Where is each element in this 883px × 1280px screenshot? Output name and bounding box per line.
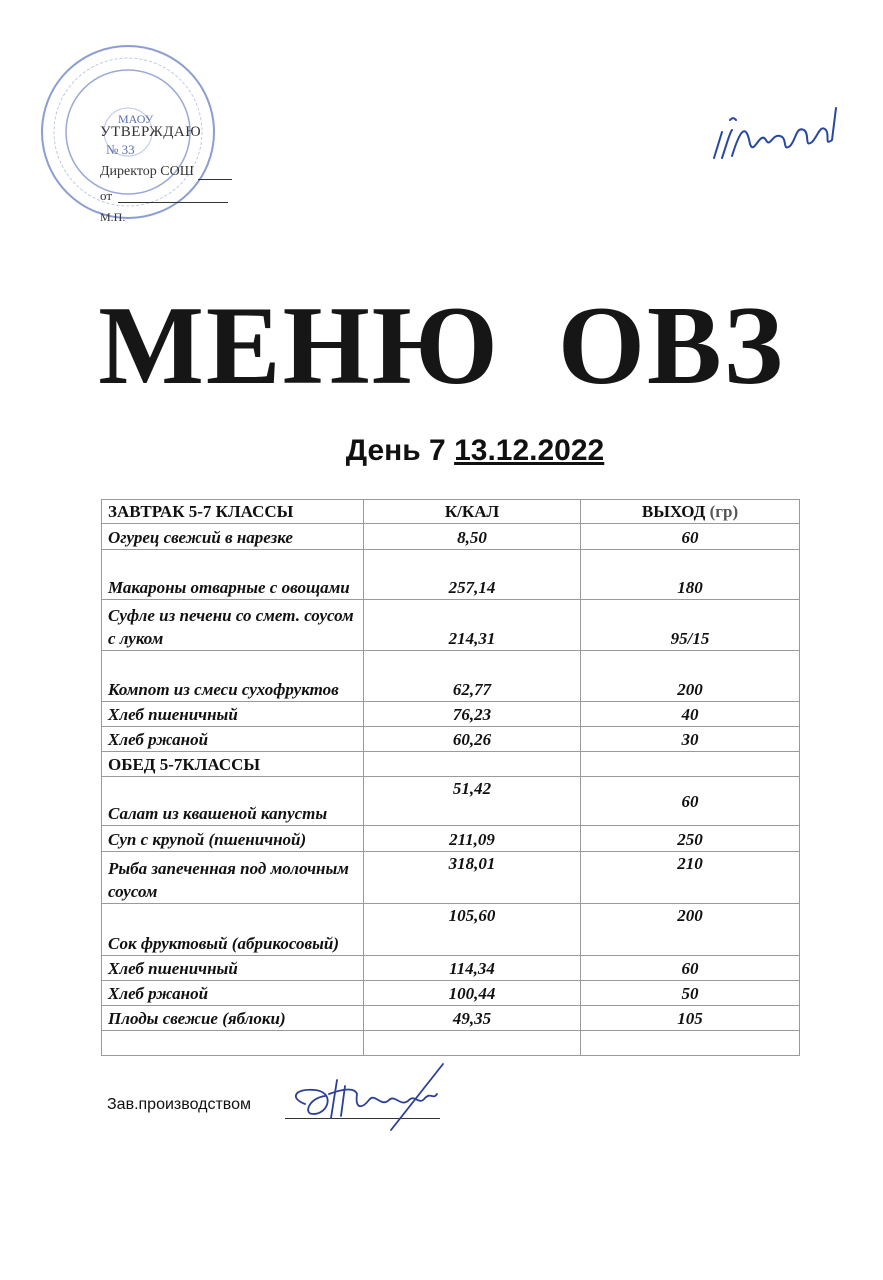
day-subtitle	[0, 434, 883, 468]
dish-name: Компот из смеси сухофруктов	[102, 651, 364, 702]
table-row	[102, 600, 800, 651]
blank-row	[102, 1031, 800, 1056]
approve-label: УТВЕРЖДАЮ	[100, 124, 202, 140]
dish-name: Хлеб ржаной	[102, 727, 364, 752]
dish-yield: 60	[581, 777, 800, 826]
dish-kcal: 105,60	[364, 904, 581, 956]
table-row	[102, 550, 800, 600]
dish-yield: 105	[581, 1006, 800, 1031]
dish-name: Суфле из печени со смет. соусом с луком	[102, 600, 364, 651]
dish-name: Хлеб ржаной	[102, 981, 364, 1006]
dish-name: Макароны отварные с овощами	[102, 550, 364, 600]
dish-kcal: 318,01	[364, 852, 581, 904]
table-row	[102, 1006, 800, 1031]
table-row	[102, 524, 800, 550]
director-label: Директор СОШ	[100, 164, 194, 179]
dish-kcal: 62,77	[364, 651, 581, 702]
handwritten-signature-bottom	[285, 1058, 455, 1138]
dish-kcal: 49,35	[364, 1006, 581, 1031]
handwritten-signature-top	[700, 60, 850, 180]
table-row	[102, 651, 800, 702]
dish-kcal: 60,26	[364, 727, 581, 752]
footer-label: Зав.производством	[107, 1096, 251, 1113]
day-label: День 7	[345, 434, 446, 467]
dish-kcal: 257,14	[364, 550, 581, 600]
date-line	[118, 202, 228, 203]
dish-yield: 30	[581, 727, 800, 752]
dish-yield: 60	[581, 956, 800, 981]
dish-yield: 50	[581, 981, 800, 1006]
dish-kcal: 100,44	[364, 981, 581, 1006]
dish-yield: 60	[581, 524, 800, 550]
date-from-label: от	[100, 188, 113, 203]
stamp-number: № 33	[106, 142, 135, 157]
dish-kcal: 214,31	[364, 600, 581, 651]
mp-label: М.П.	[100, 210, 126, 224]
dish-yield: 250	[581, 826, 800, 852]
dish-kcal: 76,23	[364, 702, 581, 727]
dish-name: Огурец свежий в нарезке	[102, 524, 364, 550]
section-row-lunch	[102, 752, 800, 777]
table-row	[102, 904, 800, 956]
header-yield: ВЫХОД (гр)	[581, 500, 800, 524]
dish-yield: 180	[581, 550, 800, 600]
director-signature-line	[198, 179, 232, 180]
dish-name: Хлеб пшеничный	[102, 956, 364, 981]
dish-name: Рыба запеченная под молочным соусом	[102, 852, 364, 904]
table-row	[102, 852, 800, 904]
dish-yield: 95/15	[581, 600, 800, 651]
table-row	[102, 956, 800, 981]
table-row	[102, 777, 800, 826]
header-meal: ЗАВТРАК 5-7 КЛАССЫ	[102, 500, 364, 524]
dish-name: Суп с крупой (пшеничной)	[102, 826, 364, 852]
stamp-org: МАОУ	[118, 112, 154, 126]
dish-yield: 200	[581, 904, 800, 956]
dish-name: Хлеб пшеничный	[102, 702, 364, 727]
table-row	[102, 702, 800, 727]
dish-yield: 210	[581, 852, 800, 904]
header-kcal: К/КАЛ	[364, 500, 581, 524]
dish-kcal: 211,09	[364, 826, 581, 852]
dish-name: Сок фруктовый (абрикосовый)	[102, 904, 364, 956]
dish-kcal: 51,42	[364, 777, 581, 826]
table-row	[102, 727, 800, 752]
dish-yield: 200	[581, 651, 800, 702]
table-row	[102, 981, 800, 1006]
dish-kcal: 8,50	[364, 524, 581, 550]
page-title: МЕНЮ ОВЗ	[98, 284, 785, 408]
table-row	[102, 826, 800, 852]
dish-name: Салат из квашеной капусты	[102, 777, 364, 826]
menu-table	[101, 499, 800, 1056]
lunch-title: ОБЕД 5-7КЛАССЫ	[102, 752, 364, 777]
dish-kcal: 114,34	[364, 956, 581, 981]
dish-name: Плоды свежие (яблоки)	[102, 1006, 364, 1031]
table-header-row	[102, 500, 800, 524]
dish-yield: 40	[581, 702, 800, 727]
date-label: 13.12.2022	[454, 434, 605, 467]
